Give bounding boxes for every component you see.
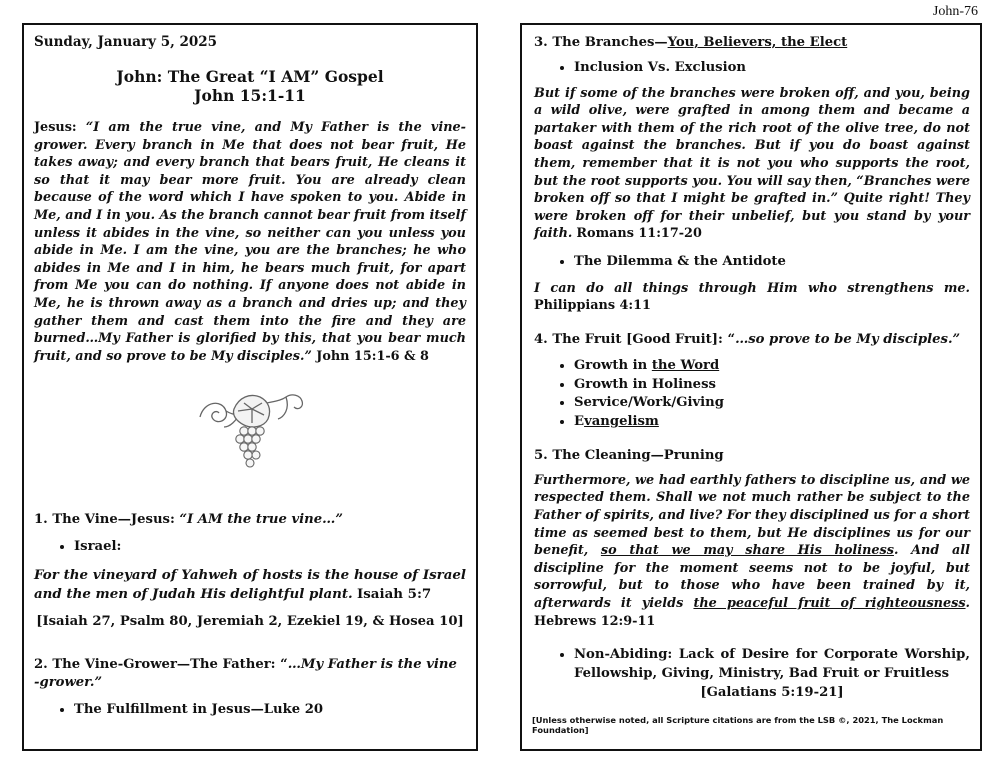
section-1-quote: “I AM the true vine…” xyxy=(179,512,343,528)
page-number: John-76 xyxy=(932,4,978,19)
scripture-footnote: [Unless otherwise noted, all Scripture citations are from the LSB ©, 2021, The Lockman Foundation] xyxy=(532,715,944,735)
sermon-date: Sunday, January 5, 2025 xyxy=(34,34,218,50)
bullet-dilemma: • The Dilemma & the Antidote xyxy=(574,253,970,272)
fruit-item-holiness: • Growth in Holiness xyxy=(574,376,970,395)
title-line-2: John 15:1-11 xyxy=(194,86,306,105)
section-5-heading: 5. The Cleaning—Pruning xyxy=(534,447,724,463)
section-3-label: 3. The Branches— xyxy=(534,35,668,50)
section-2-label: 2. The Vine-Grower—The Father: “ xyxy=(34,657,288,673)
section-5-verse: Furthermore, we had earthly fathers to discipline us, and we respected them. Shall we not much rather be subject to the Father of spirits, and live? For they disciplined us for a short time as seemed best to them, but He disciplines us for our benefit, so that we may share His holiness. And all discipline for the moment seems not to be joyful, but sorrowful, but to those who have been trained by it, afterwards it yields the peaceful fruit of righteousness. Hebrews 12:9-11 xyxy=(534,472,970,629)
right-panel xyxy=(520,23,982,751)
galatians-reference: [Galatians 5:19-21] xyxy=(700,684,844,700)
isaiah-verse: For the vineyard of Yahweh of hosts is the house of Israel and the men of Judah His delightful plant. xyxy=(34,567,466,603)
fruit-item-service: • Service/Work/Giving xyxy=(574,394,970,413)
grape-vine-icon xyxy=(194,387,309,477)
title-line-1: John: The Great “I AM” Gospel xyxy=(116,67,384,86)
philippians-reference: Philippians 4:11 xyxy=(534,298,651,314)
bullet-non-abiding: • Non-Abiding: Lack of Desire for Corporate Worship, Fellowship, Giving, Ministry, Bad Fruit or Fruitless [Galatians 5:19-21] xyxy=(574,646,970,702)
intro-passage xyxy=(34,119,466,365)
bullet-inclusion: • Inclusion Vs. Exclusion xyxy=(574,59,970,78)
grape-vine-ornament xyxy=(34,365,466,497)
section-1-label: 1. The Vine—Jesus: xyxy=(34,512,180,528)
section-1-verse xyxy=(34,566,466,604)
section-4-quote: …so prove to be My disciples.” xyxy=(735,331,961,347)
romans-verse: But if some of the branches were broken off, and you, being a wild olive, were grafted in among them and became a partaker with them of the rich root of the olive tree, do not boast against the branches. But if you do boast against them, remember that it is not you who supports the root, but the root supports you. You will say then, “Branches were broken off so that I might be grafted in.” Quite right! They were broken off for their unbelief, but you stand by your faith. xyxy=(534,85,970,242)
isaiah-reference: Isaiah 5:7 xyxy=(357,586,432,603)
holiness-phrase: so that we may share His holiness xyxy=(600,543,894,559)
intro-quote: “I am the true vine, and My Father is the vine-grower. Every branch in Me that does not bear fruit, He takes away; and every branch that bears fruit, He cleans it so that it may bear more fruit. You are already clean because of the word which I have spoken to you. Abide in Me, and I in you. As the branch cannot bear fruit from itself unless it abides in the vine, so neither can you unless you abide in Me. I am the vine, you are the branches; he who abides in Me and I in him, he bears much fruit, for apart from Me you can do nothing. If anyone does not abide in Me, he is thrown away as a branch and dries up; and they gather them and cast them into the fire and they are burned…My Father is glorified by this, that you bear much fruit, and so prove to be My disciples.” xyxy=(34,120,466,364)
section-1-heading xyxy=(34,511,466,529)
non-abiding-list xyxy=(534,646,970,702)
section-4-label: 4. The Fruit [Good Fruit]: “ xyxy=(534,331,736,347)
section-4-heading xyxy=(534,331,970,349)
cross-references: [Isaiah 27, Psalm 80, Jeremiah 2, Ezekiel 19, & Hosea 10] xyxy=(36,614,464,630)
fruit-item-word: • Growth in the Word xyxy=(574,357,970,376)
intro-reference: John 15:1-6 & 8 xyxy=(311,348,429,364)
left-panel xyxy=(22,23,478,751)
dilemma-verse xyxy=(534,280,970,315)
romans-reference: Romans 11:17-20 xyxy=(576,226,702,242)
section-3-underlined: You, Believers, the Elect xyxy=(667,35,848,50)
fruit-list xyxy=(534,357,970,432)
righteousness-phrase: the peaceful fruit of righteousness xyxy=(693,595,966,611)
dilemma-list xyxy=(534,253,970,272)
section-2-quote: …My Father is the vine -grower.” xyxy=(34,657,457,691)
sermon-title xyxy=(34,67,466,105)
section-3-list xyxy=(534,59,970,78)
bullet-fulfillment: • The Fulfillment in Jesus—Luke 20 xyxy=(74,701,466,720)
section-2-list xyxy=(34,701,466,720)
fruit-item-evangelism: • Evangelism xyxy=(574,413,970,432)
section-3-verse xyxy=(534,85,970,243)
intro-speaker: Jesus: xyxy=(34,120,77,135)
hebrews-reference: Hebrews 12:9-11 xyxy=(534,613,656,629)
section-1-list xyxy=(34,538,466,557)
section-3-heading xyxy=(534,34,970,52)
philippians-verse: I can do all things through Him who strengthens me. xyxy=(534,280,970,296)
section-2-heading xyxy=(34,656,466,692)
bullet-israel: • Israel: xyxy=(74,538,466,557)
